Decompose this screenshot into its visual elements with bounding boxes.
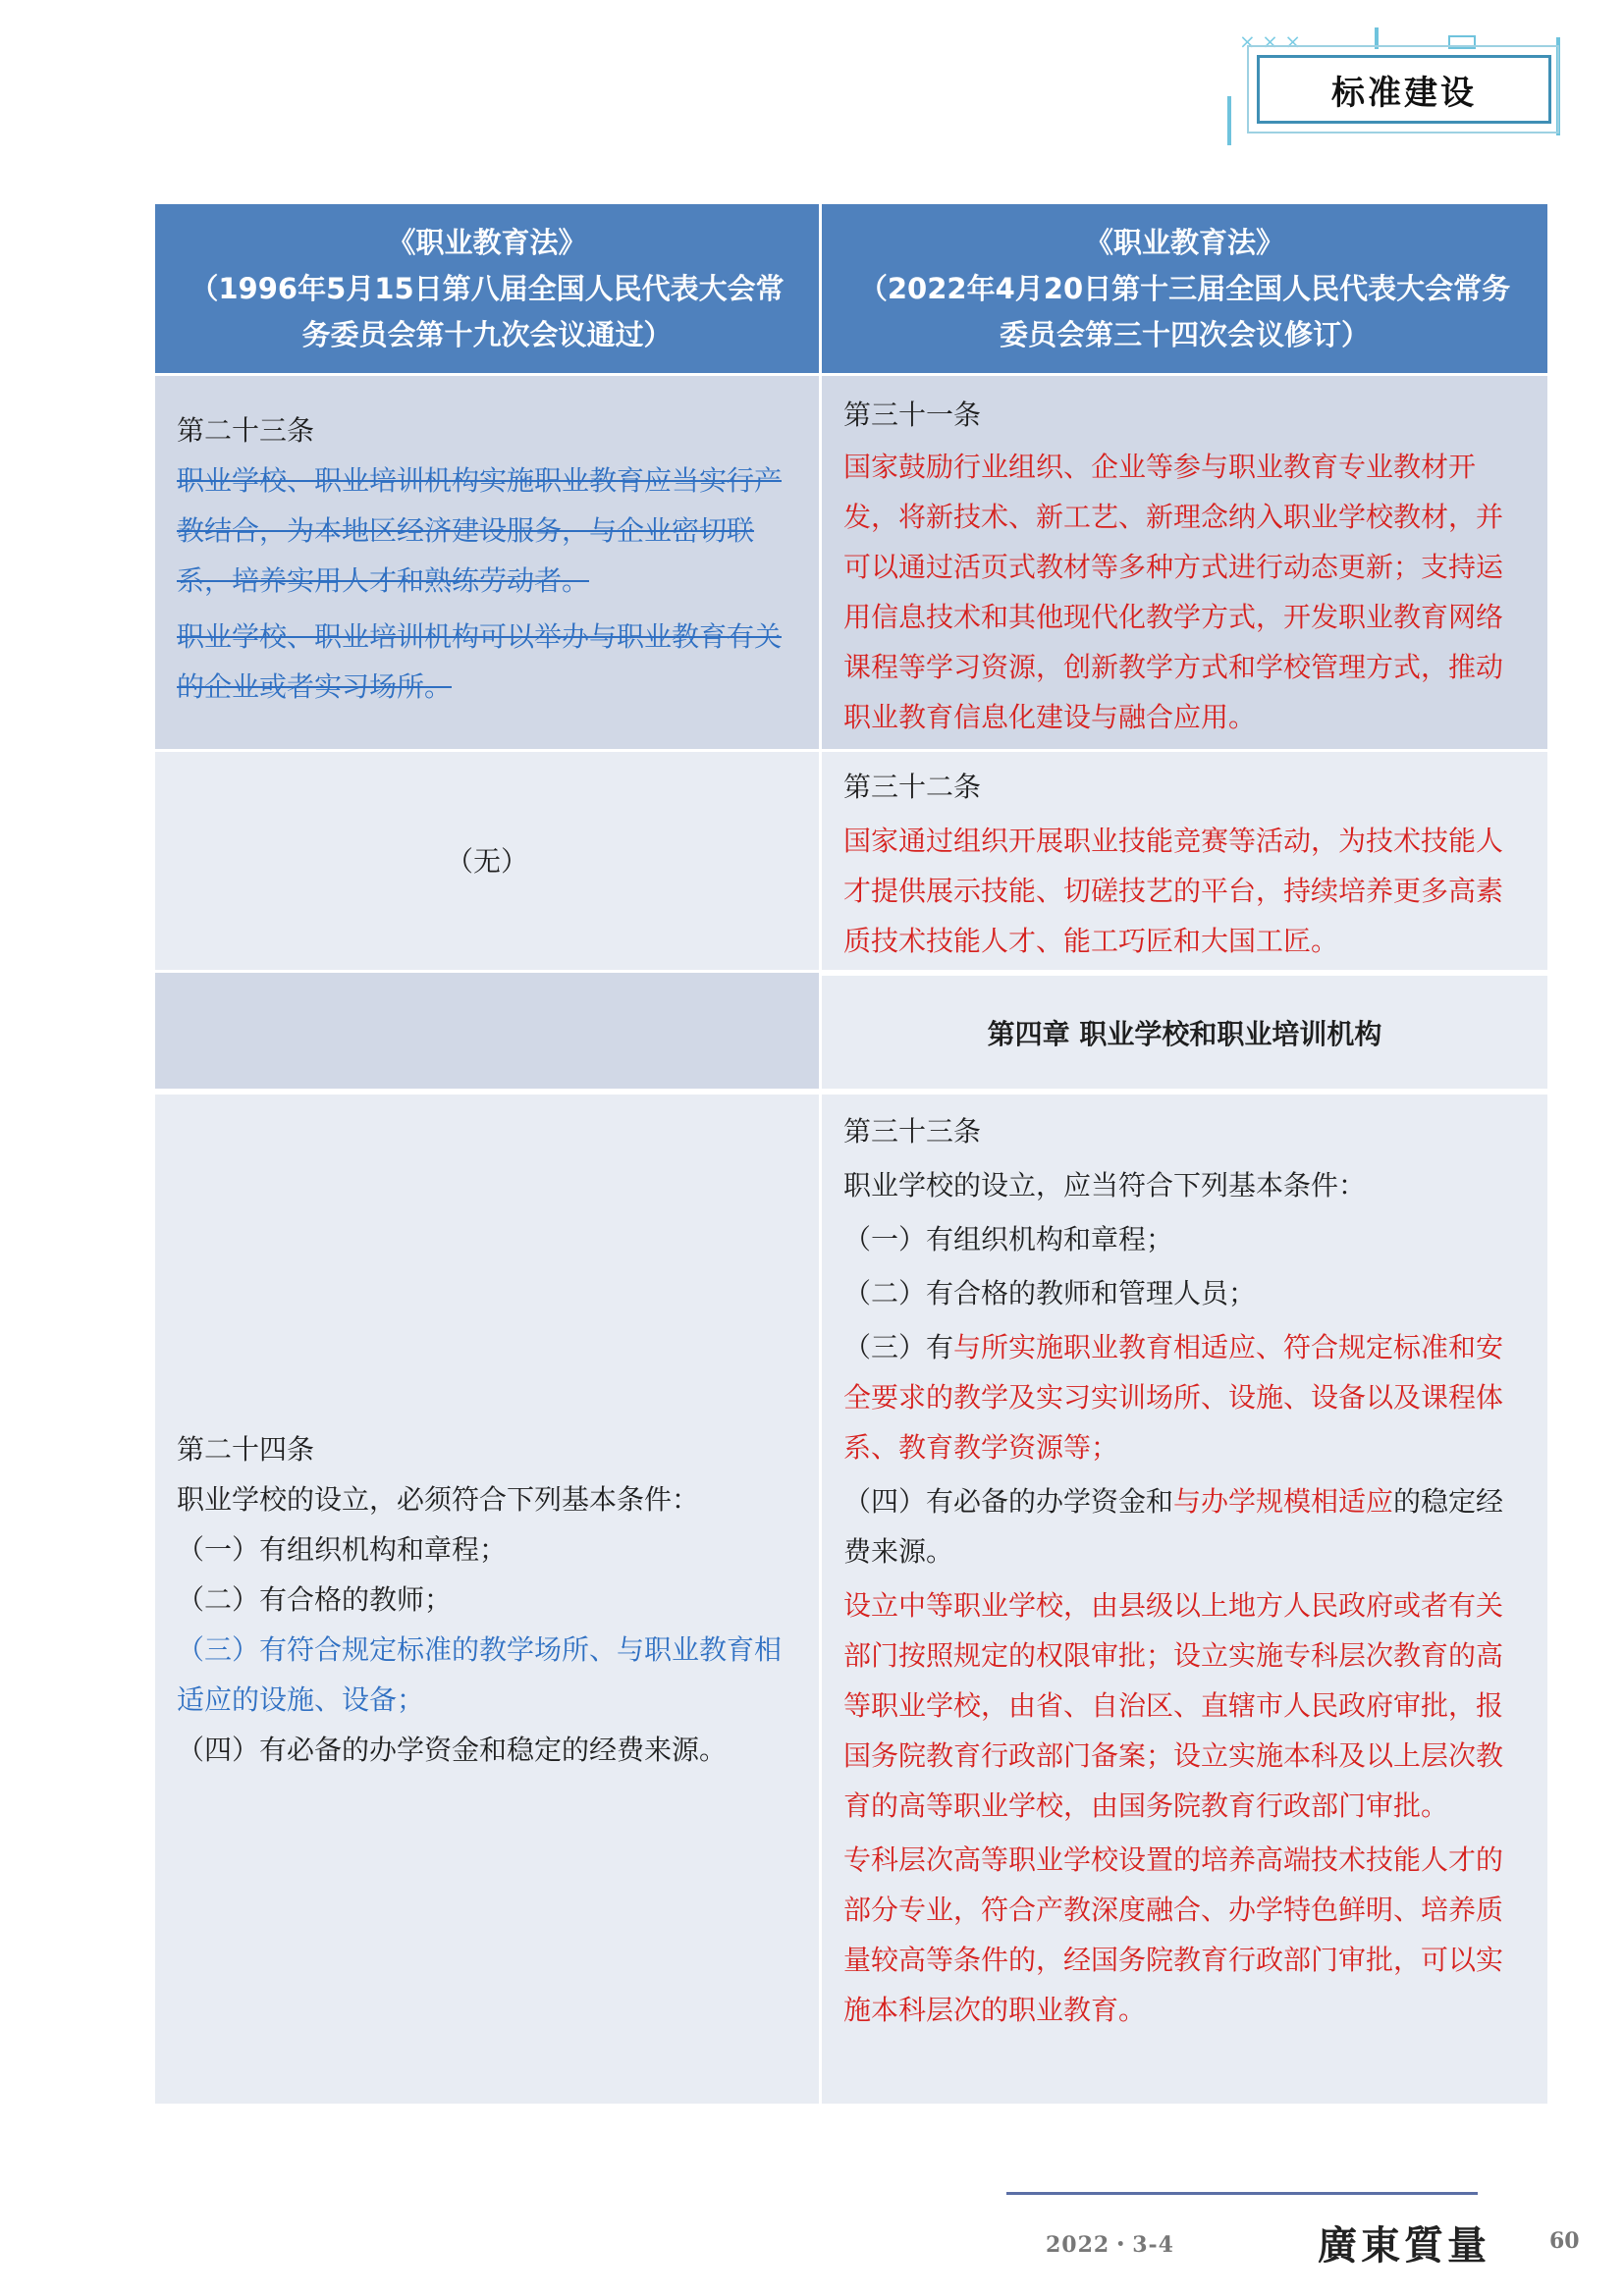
chapter-heading: 第四章 职业学校和职业培训机构	[987, 1017, 1382, 1050]
deleted-text: 职业学校、职业培训机构实施职业教育应当实行产教结合，为本地区经济建设服务，与企业密切联系，培养实用人才和熟练劳动者。	[177, 464, 783, 597]
item-text: （四）有必备的办学资金和	[843, 1485, 1174, 1518]
table-row	[155, 373, 1547, 749]
deleted-text: 职业学校、职业培训机构可以举办与职业教育有关的企业或者实习场所。	[177, 620, 783, 703]
added-text: 国家鼓励行业组织、企业等参与职业教育专业教材开发，将新技术、新工艺、新理念纳入职业学校教材，并可以通过活页式教材等多种方式进行动态更新；支持运用信息技术和其他现代化教学方式，开发职业教育网络课程等学习资源，创新教学方式和学校管理方式，推动职业教育信息化建设与融合应用。	[843, 451, 1504, 733]
section-badge: 标准建设	[1257, 55, 1551, 124]
condition-item: （四）有必备的办学资金和稳定的经费来源。	[177, 1733, 728, 1766]
decorative-line	[1227, 96, 1231, 145]
none-label: （无）	[445, 844, 528, 878]
article-number: 第二十四条	[177, 1432, 315, 1466]
table-header-row	[155, 204, 1547, 373]
chapter-cell	[822, 973, 1547, 1089]
added-paragraph: 设立中等职业学校，由县级以上地方人民政府或者有关部门按照规定的权限审批；设立实施专科层次教育的高等职业学校，由省、自治区、直辖市人民政府审批，报国务院教育行政部门备案；设立实施本科及以上层次教育的高等职业学校，由国务院教育行政部门审批。	[843, 1589, 1504, 1822]
header-new-line3: 委员会第三十四次会议修订）	[999, 317, 1370, 351]
header-old-title: 《职业教育法》	[387, 225, 587, 259]
added-text: 与办学规模相适应	[1173, 1485, 1394, 1518]
item-prefix: （三）有	[843, 1331, 954, 1363]
empty-cell	[155, 973, 822, 1089]
decorative-dots-icon: × × ×	[1239, 29, 1301, 53]
old-article-24	[155, 1095, 822, 2104]
header-new-title: 《职业教育法》	[1084, 225, 1284, 259]
new-article-31	[822, 376, 1547, 749]
new-article-33	[822, 1095, 1547, 2104]
table-row	[155, 1089, 1547, 2104]
comparison-table	[155, 204, 1547, 2104]
page-number: 60	[1549, 2228, 1580, 2254]
condition-item: （二）有合格的教师；	[177, 1582, 453, 1616]
condition-item: （一）有组织机构和章程；	[843, 1223, 1174, 1255]
footer-rule	[1006, 2192, 1478, 2195]
old-article-23	[155, 376, 822, 749]
condition-item	[843, 1322, 1526, 1472]
header-old-law	[155, 204, 822, 373]
table-row	[155, 970, 1547, 1089]
article-number: 第三十二条	[843, 771, 982, 803]
condition-item: （一）有组织机构和章程；	[177, 1532, 508, 1566]
condition-item: （二）有合格的教师和管理人员；	[843, 1277, 1257, 1309]
item-text: 的稳定经费来源。	[843, 1485, 1504, 1568]
issue-date: 2022・3-4	[1046, 2232, 1174, 2258]
article-number: 第三十一条	[843, 399, 982, 431]
condition-item: （三）有符合规定标准的教学场所、与职业教育相适应的设施、设备；	[177, 1632, 783, 1716]
magazine-logo: 廣東質量	[1318, 2222, 1490, 2269]
table-row	[155, 749, 1547, 970]
article-number: 第三十三条	[843, 1115, 982, 1148]
section-badge-wrap	[1227, 27, 1576, 145]
added-text: 与所实施职业教育相适应、符合规定标准和安全要求的教学及实习实训场所、设施、设备以及课程体系、教育教学资源等；	[843, 1331, 1504, 1464]
intro-text: 职业学校的设立，必须符合下列基本条件：	[177, 1482, 700, 1516]
article-number: 第二十三条	[177, 414, 315, 447]
old-none-cell	[155, 752, 822, 970]
added-text: 国家通过组织开展职业技能竞赛等活动，为技术技能人才提供展示技能、切磋技艺的平台，持续培养更多高素质技术技能人才、能工巧匠和大国工匠。	[843, 825, 1504, 957]
header-new-line2: （2022年4月20日第十三届全国人民代表大会常务	[858, 271, 1511, 305]
header-new-law	[822, 204, 1547, 373]
new-article-32	[822, 752, 1547, 970]
added-paragraph: 专科层次高等职业学校设置的培养高端技术技能人才的部分专业，符合产教深度融合、办学特色鲜明、培养质量较高等条件的，经国务院教育行政部门审批，可以实施本科层次的职业教育。	[843, 1843, 1504, 2026]
condition-item	[843, 1476, 1526, 1576]
header-old-line3: 务委员会第十九次会议通过）	[301, 317, 673, 351]
intro-text: 职业学校的设立，应当符合下列基本条件：	[843, 1169, 1367, 1201]
header-old-line2: （1996年5月15日第八届全国人民代表大会常	[189, 271, 785, 305]
